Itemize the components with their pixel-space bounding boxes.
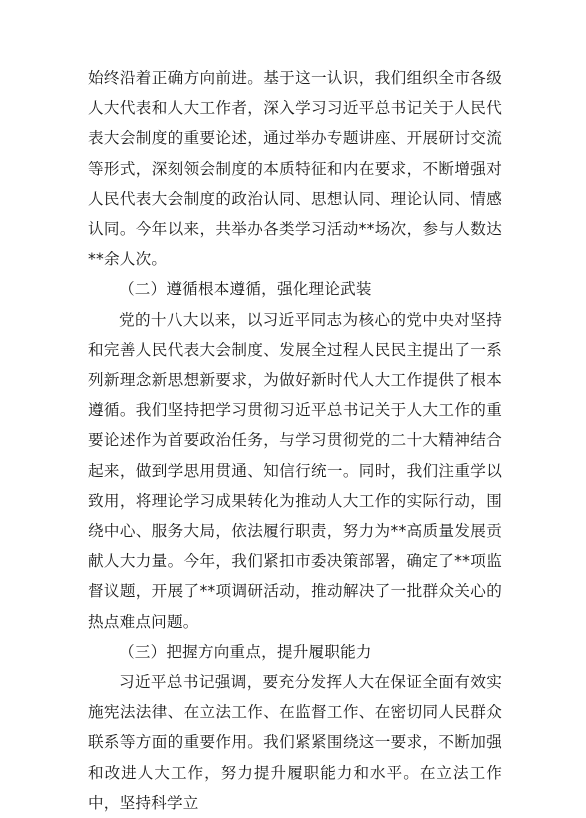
section-heading-2: （二）遵循根本遵循，强化理论武装 [119, 280, 372, 299]
section-heading-3: （三）把握方向重点，提升履职能力 [119, 642, 372, 661]
document-page [88, 63, 502, 818]
body-paragraph-section-3: 习近平总书记强调，要充分发挥人大在保证全面有效实施宪法法律、在立法工作、在监督工作、在密切同人民群众联系等方面的重要作用。我们紧紧围绕这一要求，不断加强和改进人大工作，努力提升履职能力和水平。在立法工作中，坚持科学立 [88, 673, 502, 812]
body-paragraph-section-2: 党的十八大以来，以习近平同志为核心的党中央对坚持和完善人民代表大会制度、发展全过程人民民主提出了一系列新理念新思想新要求，为做好新时代人大工作提供了根本遵循。我们坚持把学习贯彻习近平总书记关于人大工作的重要论述作为首要政治任务，与学习贯彻党的二十大精神结合起来，做到学思用贯通、知信行统一。同时，我们注重学以致用，将理论学习成果转化为推动人大工作的实际行动，围绕中心、服务大局，依法履行职责，努力为**高质量发展贡献人大力量。今年，我们紧扣市委决策部署，确定了**项监督议题，开展了**项调研活动，推动解决了一批群众关心的热点难点问题。 [88, 310, 502, 631]
body-paragraph-continued: 始终沿着正确方向前进。基于这一认识，我们组织全市各级人大代表和人大工作者，深入学习习近平总书记关于人民代表大会制度的重要论述，通过举办专题讲座、开展研讨交流等形式，深刻领会制度的本质特征和内在要求，不断增强对人民代表大会制度的政治认同、思想认同、理论认同、情感认同。今年以来，共举办各类学习活动**场次，参与人数达**余人次。 [88, 69, 502, 269]
